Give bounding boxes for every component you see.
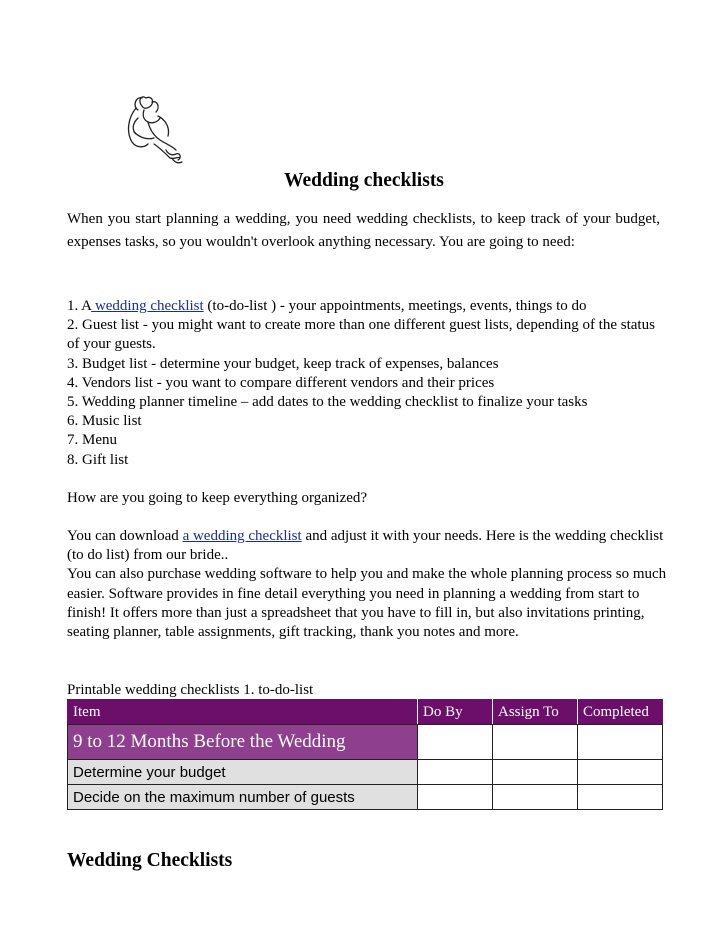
- list-item: 5. Wedding planner timeline – add dates to the wedding checklist to finalize your tasks: [67, 394, 588, 411]
- table-cell: [418, 760, 493, 785]
- download-checklist-link[interactable]: a wedding checklist: [182, 528, 302, 545]
- task-label: Decide on the maximum number of guests: [68, 785, 418, 810]
- table-section-row: [68, 725, 663, 760]
- table-cell: [578, 785, 663, 810]
- column-header-completed: Completed: [578, 700, 663, 725]
- document-body: [67, 297, 667, 642]
- task-label: Determine your budget: [68, 760, 418, 785]
- bride-sketch-icon: [114, 88, 194, 170]
- table-row: [68, 785, 663, 810]
- page-title: Wedding checklists: [284, 170, 444, 191]
- table-cell: [578, 760, 663, 785]
- column-header-assign-to: Assign To: [493, 700, 578, 725]
- list-item: 3. Budget list - determine your budget, keep track of expenses, balances: [67, 355, 499, 372]
- list-item: 2. Guest list - you might want to create more than one different guest lists, depending of the status of your guests.: [67, 317, 655, 353]
- list-item: 7. Menu: [67, 432, 117, 449]
- list-item: 1. A wedding checklist (to-do-list ) - your appointments, meetings, events, things to do: [67, 298, 587, 314]
- table-caption: Printable wedding checklists 1. to-do-list: [67, 682, 314, 698]
- wedding-checklist-link[interactable]: wedding checklist: [91, 298, 204, 314]
- checklist-table: [67, 699, 663, 810]
- table-cell: [493, 785, 578, 810]
- column-header-item: Item: [68, 700, 418, 725]
- section-heading: Wedding Checklists: [67, 850, 233, 871]
- table-row: [68, 760, 663, 785]
- table-cell: [578, 725, 663, 760]
- table-cell: [493, 725, 578, 760]
- list-item: 6. Music list: [67, 413, 142, 430]
- table-cell: [493, 760, 578, 785]
- list-item: 8. Gift list: [67, 451, 129, 468]
- question-text: How are you going to keep everything organized?: [67, 489, 368, 506]
- table-cell: [418, 725, 493, 760]
- software-paragraph: You can also purchase wedding software to help you and make the whole planning process so much easier. Software provides in fine detail everything you need in planning a wedding from start to finish! It offers more than just a spreadsheet that you have to fill in, but also invitations printing, seating planner, table assignments, gift tracking, thank you notes and more.: [67, 566, 667, 641]
- section-label: 9 to 12 Months Before the Wedding: [68, 725, 418, 760]
- download-paragraph: You can download a wedding checklist and adjust it with your needs. Here is the wedding checklist (to do list) from our bride..: [67, 528, 664, 564]
- list-item: 4. Vendors list - you want to compare different vendors and their prices: [67, 374, 495, 391]
- table-cell: [418, 785, 493, 810]
- table-header-row: [68, 700, 663, 725]
- column-header-do-by: Do By: [418, 700, 493, 725]
- intro-paragraph: When you start planning a wedding, you need wedding checklists, to keep track of your budget, expenses tasks, so you wouldn't overlook anything necessary. You are going to need:: [67, 211, 660, 250]
